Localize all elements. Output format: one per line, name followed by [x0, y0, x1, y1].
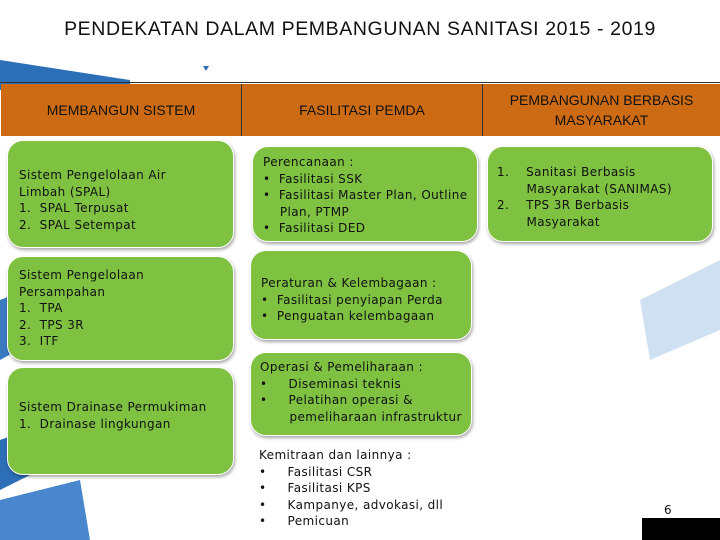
- text-kemitraan: Kemitraan dan lainnya : • Fasilitasi CSR • Fasilitasi KPS • Kampanye, advokasi, dll • Pemicuan: [259, 448, 444, 528]
- box-kelembagaan: Peraturan & Kelembagaan : • Fasilitasi penyiapan Perda • Penguatan kelembagaan: [250, 250, 472, 340]
- box-drainase: Sistem Drainase Permukiman 1. Drainase lingkungan: [7, 367, 234, 475]
- box-operasi: Operasi & Pemeliharaan : • Diseminasi teknis • Pelatihan operasi & pemeliharaan infrastruktur: [250, 352, 472, 436]
- header-divider: [482, 84, 483, 136]
- header-berbasis-masyarakat: PEMBANGUNAN BERBASIS MASYARAKAT: [483, 84, 720, 136]
- header-fasilitasi-pemda: FASILITASI PEMDA: [242, 84, 482, 136]
- box-spal: Sistem Pengelolaan Air Limbah (SPAL) 1. SPAL Terpusat 2. SPAL Setempat: [7, 140, 234, 248]
- header-membangun-sistem: MEMBANGUN SISTEM: [1, 84, 241, 136]
- page-number: 6: [664, 503, 672, 517]
- header-divider: [241, 84, 242, 136]
- box-perencanaan: Perencanaan : • Fasilitasi SSK • Fasilitasi Master Plan, Outline Plan, PTMP • Fasilitasi DED: [252, 146, 478, 242]
- box-persampahan: Sistem Pengelolaan Persampahan 1. TPA 2. TPS 3R 3. ITF: [7, 256, 234, 361]
- box-masyarakat: 1. Sanitasi Berbasis Masyarakat (SANIMAS) 2. TPS 3R Berbasis Masyarakat: [487, 146, 713, 242]
- blue-dot-icon: [203, 66, 209, 71]
- page-title: PENDEKATAN DALAM PEMBANGUNAN SANITASI 2015 - 2019: [64, 18, 656, 40]
- corner-marker: [642, 518, 720, 540]
